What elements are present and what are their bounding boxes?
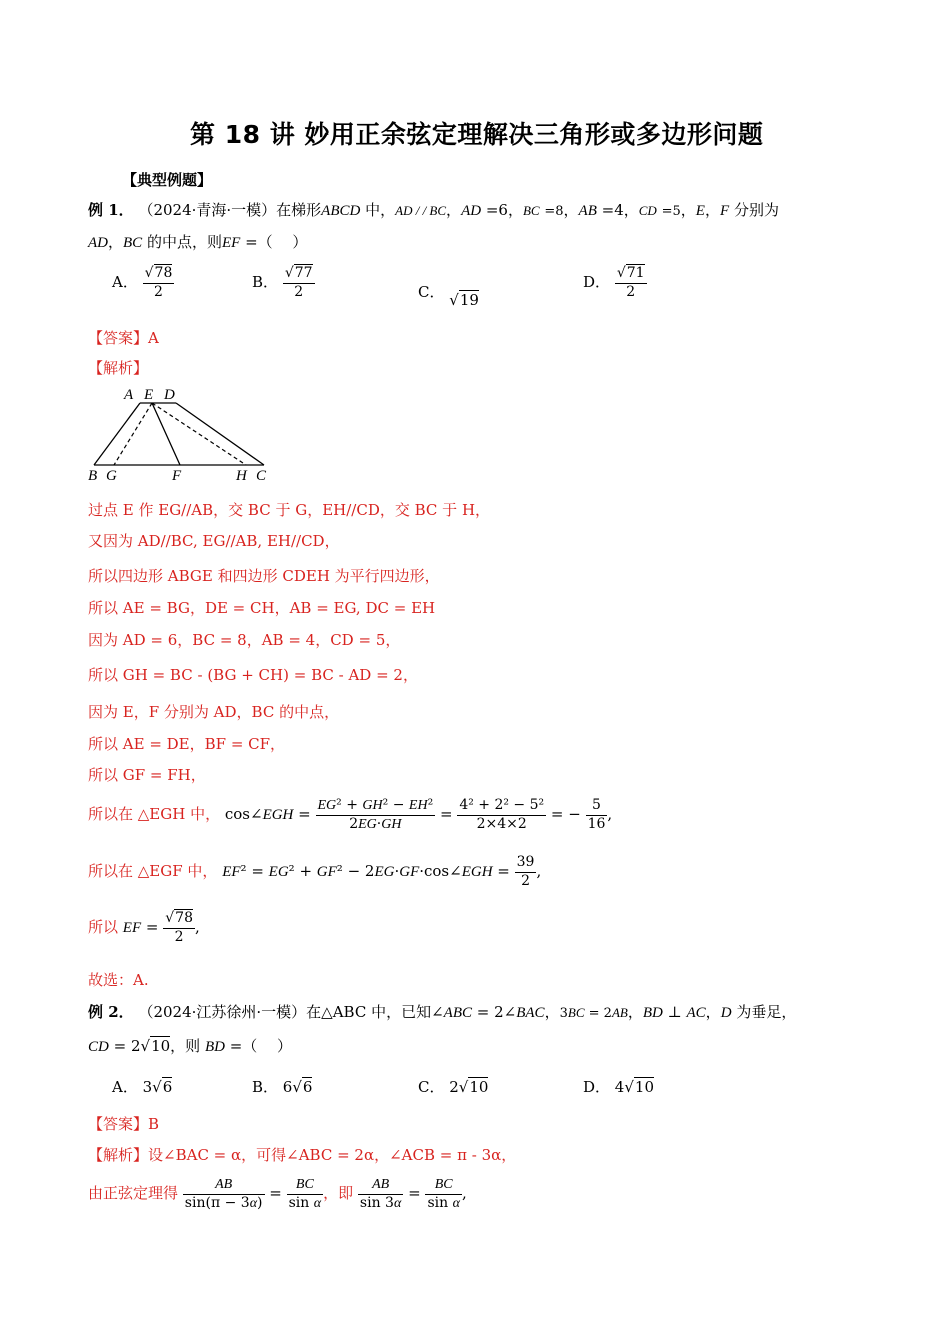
fig-label-a: A bbox=[124, 387, 134, 403]
ex1-line-1: 过点 E 作 EG//AB，交 BC 于 G，EH//CD，交 BC 于 H， bbox=[88, 501, 491, 519]
fig-label-c: C bbox=[256, 468, 267, 483]
section-label: 【典型例题】 bbox=[122, 171, 213, 189]
ex1-line-12: 所以 EF = $\frac{√78}{2}$ , bbox=[88, 910, 200, 945]
ex2-question-line2: CD = 2√10，则 BD =（ ） bbox=[88, 1037, 293, 1055]
ex1-line-13: 故选：A. bbox=[88, 971, 149, 989]
ex1-line-7: 因为 E，F 分别为 AD，BC 的中点， bbox=[88, 703, 340, 721]
trapezoid-figure bbox=[86, 383, 276, 483]
ex1-line-2: 又因为 AD//BC, EG//AB, EH//CD， bbox=[88, 532, 340, 550]
ex1-analysis-label: 【解析】 bbox=[88, 359, 149, 377]
fig-label-g: G bbox=[106, 468, 117, 483]
ex2-answer: 【答案】B bbox=[88, 1115, 160, 1133]
ex1-line-3: 所以四边形 ABGE 和四边形 CDEH 为平行四边形， bbox=[88, 567, 440, 585]
ex2-option-c: C． 2√10 bbox=[418, 1078, 489, 1096]
ex1-line-4: 所以 AE = BG，DE = CH，AB = EG, DC = EH bbox=[88, 599, 436, 617]
ex2-option-d: D． 4√10 bbox=[583, 1078, 654, 1096]
ex1-line-10: 所以在 △EGH 中， cos∠EGH = $\frac{\text{EG² + GH² − EH²}}{2EG\cdot GH}$ = $\frac{\text{4² + 2² − 5²}}{2\times 4\times 2}$ = − $\frac{5}{16}$ , bbox=[88, 797, 613, 832]
ex2-source: （2024·江苏徐州·一模）在△ABC 中，已知 bbox=[138, 1003, 432, 1021]
ex1-line-5: 因为 AD = 6，BC = 8，AB = 4，CD = 5， bbox=[88, 631, 401, 649]
ex1-line-9: 所以 GF = FH， bbox=[88, 766, 206, 784]
ex1-answer: 【答案】A bbox=[88, 329, 159, 347]
ex2-option-b: B． 6√6 bbox=[252, 1078, 313, 1096]
ex2-analysis-line1: 【解析】设∠BAC = α，可得∠ABC = 2α，∠ACB = π - 3α， bbox=[88, 1146, 517, 1164]
fig-label-d: D bbox=[164, 387, 175, 403]
fig-label-e: E bbox=[144, 387, 154, 403]
ex1-line-6: 所以 GH = BC - (BG + CH) = BC - AD = 2， bbox=[88, 666, 418, 684]
page-title: 第 18 讲 妙用正余弦定理解决三角形或多边形问题 bbox=[190, 120, 764, 149]
ex1-source: （2024·青海·一模）在梯形 bbox=[138, 201, 322, 219]
ex2-question-line1: 例 2． （2024·江苏徐州·一模）在△ABC 中，已知∠ABC = 2∠BAC，3BC = 2AB，BD ⊥ AC，D 为垂足， bbox=[88, 1003, 797, 1021]
ex1-line-8: 所以 AE = DE，BF = CF， bbox=[88, 735, 286, 753]
fig-label-f: F bbox=[172, 468, 182, 483]
ex1-label: 例 1． bbox=[88, 201, 134, 219]
fig-label-b: B bbox=[88, 468, 98, 483]
ex1-q2-tail: 的中点，则 bbox=[146, 233, 222, 251]
ex1-question-line1: 例 1． （2024·青海·一模）在梯形ABCD 中，AD / / BC，AD =6，BC =8，AB =4，CD =5，E，F 分别为 bbox=[88, 201, 779, 219]
ex2-analysis-line2: 由正弦定理得 $\frac{AB}{\sin(\pi - 3\alpha)}$ = $\frac{BC}{\text{sin α}}$ ，即 $\frac{AB}{\sin 3\alpha}$ = $\frac{BC}{\text{sin α}}$ , bbox=[88, 1177, 467, 1211]
ex1-q-tail: 分别为 bbox=[733, 201, 779, 219]
ex1-question-line2: AD，BC 的中点，则EF =（ ） bbox=[88, 233, 308, 251]
ex1-option-d: D． $\frac{√71}{2}$ bbox=[583, 265, 645, 300]
fig-label-h: H bbox=[236, 468, 247, 483]
ex1-line-11: 所以在 △EGF 中， EF² = EG² + GF² − 2EG·GF·cos∠EGH = $\frac{39}{2}$ , bbox=[88, 854, 542, 889]
ex2-option-a: A． 3√6 bbox=[112, 1078, 173, 1096]
ex1-option-a: A． $\frac{√78}{2}$ bbox=[112, 265, 173, 300]
ex1-option-c: C． √19 bbox=[418, 283, 479, 309]
ex2-q-tail: 为垂足， bbox=[736, 1003, 797, 1021]
ex1-option-b: B． $\frac{√77}{2}$ bbox=[252, 265, 313, 300]
ex2-label: 例 2． bbox=[88, 1003, 134, 1021]
